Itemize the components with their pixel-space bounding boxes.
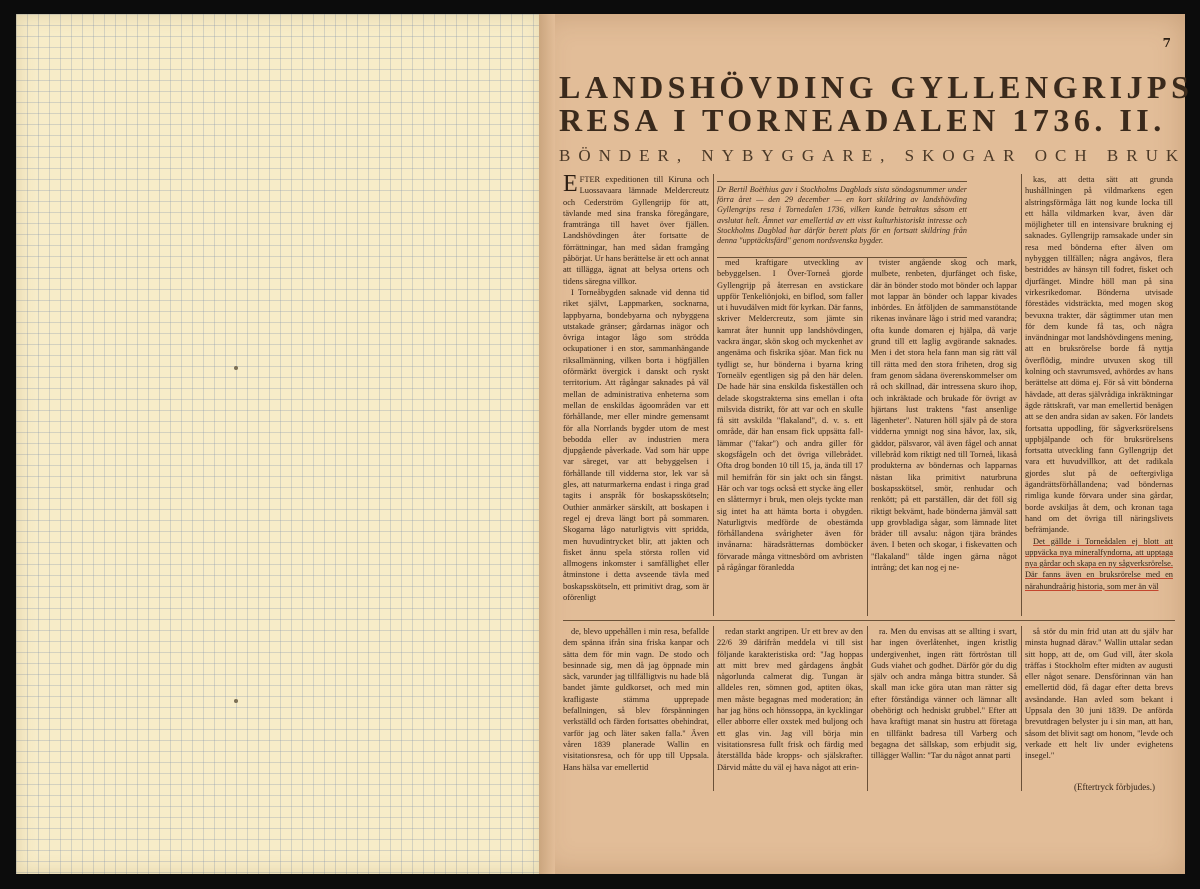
headline-line-1: LANDSHÖVDING GYLLENGRIJPS [559, 69, 1194, 105]
paragraph: I Torneåbygden saknade vid denna tid riket självt, Lappmarken, socknarna, lappbyarna, bondebyarna och nybyggena utstakade gränser; gårdarnas inägor och övriga intagor lågo som strödda ockupationer i en stor, sammanhängande riksallmänning, vilken borta i högfjällen oförmärkt övergick i danskt och ryskt territorium. Att rågångar saknades på väl mellan de administrativa enheterna som mellan de enskildas ägoområden var ett förhållande, mer eller mindre gemensamt för alla Norrlands bygder utom de mest bebodda eller av industrien mera djupgående påverkade. Vad som här uppe var säreget, var att bebyggelsen i förhållande till vidderna stor, lek var så gles, att naturmarkerna endast i ringa grad tagits i anspråk för boskapsskötseln; Outhier anmärker särskilt, att boskapen i regel ej dreva längt bort på sommaren. Skogarna lågo naturligtvis vitt spridda, men huvudintrycket blir, att jakten och fisket ännu spela största rollen vid allmogens inkomster i samfällighet eller åtminstone i detta avseende tävla med boskapsskötseln, ett primitivt drag, som är oförenligt [563, 287, 709, 602]
paragraph: ra. Men du envisas att se allting i svart, har ingen överlåtenhet, ingen kristlig undergivenhet, ingen rätt förtröstan till Guds viahet och godhet. Därför gör du dig själv och andra många bittra stunder. Så skall man icke göra utan man rätter sig efter förståndiga vänner och lämnar allt obehörigt och hedniskt grubbel." Efter att hava kraftigt manat sin hustru att företaga en tillfänkt badresa till Varberg och begagna det sällskap, som erbjudit sig, tillägger Wallin: "Tar du något annat parti [871, 627, 1017, 761]
newspaper-clipping [539, 14, 1194, 874]
paragraph: tvister angående skog och mark, mulbete, renbeten, djurfänget och fiske, där än bönder stodo mot bönder och lappar mot lappar än bönder och lappar kivades inbördes. En åtföljden de sammanstötande rikenas invånare lågo i strid med varandra; ofta kunde domaren ej hjälpa, då varje grund till ett laglig avgörande saknades. Men i det stora hela fann man sig rätt väl till rätta med den stora friheten, drog sig fram genom sådana överenskommelser om rå och skillnad, där intressena skuro ihop, och inkräktade och brukade för övrigt av hjärtans lust traktens "fast ansenlige lägenheter". Naturen höll själv på de stora vidderna ymnigt nog sina håvor, lax, sik, gäddor, pälsvaror, väl även fågel och annat villebråd kom riktigt ned till Torneå, likaså produkterna av böndernas och lapparnas nästan lika primitivt naturbruna boskapsskötsel, smör, renhudar och renkött; på ett parställen, där det föll sig riktigt bekvämt, hade bönderna jämväl satt upp grovbladiga sågar, som lämnade litet bräder till avsalu: någon tjära brändes även. I beten och skogar, i fiskevatten och "flakaland" tålde ingen gärna något intrång; det kan nog ej ne- [871, 258, 1017, 573]
column-2-bottom [717, 626, 863, 791]
column-4-top [1025, 174, 1173, 614]
paragraph: redan starkt angripen. Ur ett brev av den 22/6 39 därifrån meddela vi till sist följande karakteristiska ord: "Jag hoppas att mitt brev med gårdagens ångbåt någorlunda calmerat dig. Tungan är alldeles ren, sömnen god, aptiten ökas, men måste begagnas med moderation; än har jag höns och hönssoppa, än kycklingar eller abborre eller oxstek med buljong och ett glas vin. Jag vill börja min visitationsresa fullt frisk och färdig med återställda både kropps- och själskrafter. Därvid måtte du väl ej hava något att erin- [717, 627, 863, 772]
column-1-bottom [563, 626, 709, 791]
column-divider [1021, 626, 1022, 791]
punch-hole [234, 366, 238, 370]
reprint-notice: (Eftertryck förbjudes.) [1074, 782, 1155, 792]
column-3-bottom [871, 626, 1017, 791]
headline-line-2: RESA I TORNEADALEN 1736. II. [559, 102, 1166, 138]
drop-cap: E [563, 174, 578, 197]
paragraph-underlined: Det gällde i Torneådalen ej blott att uppväcka nya mineralfyndorna, att upptaga nya gårdar och skapa en ny sågverksrörelse. Där fanns även en bruksrörelse med en närahundraårig historia, som mer än väl [1025, 536, 1173, 591]
paragraph: med kraftigare utveckling av bebyggelsen. I Över-Torneå gjorde Gyllengrijp på återresan en avstickare uppför Tenkeliönjoki, en biflod, som faller ut i huvudälven midt för kyrkan. Där fanns, skriver Meldercreutz, som jämte sin kamrat åter hunnit upp landshövdingen, vackra ängar, skön skog och myckenhet av angenäma och fiskrika sjöar. Man fick nu tydligt se, hur bönderna i byarna kring Torneälv egentligen sig på den här delen. De hade här sina enskilda fiskeställen och delade skogstrakterna sins emellan i ofta milsvida distrikt, för att var och en skulle få sitt avskilda "flakaland", d. v. s. ett område, där han ensam fick uppsätta fall-lämmar ("fakar") och andra giller för skogsfågeln och det övriga villebrådet. Ofta drog bonden 10 till 15, ja, ända till 17 mil hemifrån för sin jakt och sin fångst. Här och var togs också ett stycke äng eller en slåttermyr i bruk, men olejs tyckte man sig intet ha att hämta borta i obygden. Naturligtvis medförde de obestämda förhållandena svårigheter även för invånarna: häradsrätternas domböcker förvarade många vittnesbörd om avbristen på rågångar föranledda [717, 258, 863, 573]
column-1-top [563, 174, 709, 614]
column-3-top [871, 257, 1017, 614]
paragraph: så stör du min frid utan att du själv har minsta hugnad därav." Wallin uttalar sedan sitt hopp, att de, om Gud vill, åter skola träffas i Stockholm efter midten av augusti eller något senare. Densförinnan vän han emellertid död, få dagar efter detta brevs avsändande. Han avled som bekant i Uppsala den 30 juni 1839. De anförda brevutdragen belyster ju i sin man, att han, såsom det blivit sagt om honom, "levde och verkade ett helt liv under evighetens insegel." [1025, 627, 1173, 761]
column-2-top [717, 257, 863, 614]
blank-grid-sheet [16, 14, 543, 874]
column-divider [867, 626, 868, 791]
column-divider [867, 257, 868, 616]
page-number: 7 [1162, 36, 1171, 50]
paragraph [1025, 536, 1173, 592]
paragraph: kas, att detta sätt att grunda hushållningen på vildmarkens egen alstringsförmåga lätt nog kunde locka till ett hålla vildmarken kvar, även där möjligheter till en intensivare brukning ej saknades. Gyllengrijp ramsakade under sin resa med bönderna efter älven om nybyggen tillfällen; några angåvos, flera bestriddes av hänsyn till fodret, fisket och djurfänget. Mindre höll man på sina virkesrikedomar. Bönderna utvisade förestädes vidsträckta, med mogen skog bevuxna trakter, där sågtimmer utan men för dem kunde få tas, och några invändningar mot landshövdingens mening, att en bruksrörelse borde få nyttja överflödig, mindre utvuxen skog till kolning och stavrumsved, avhördes av hans berättelse att döma ej. För så vitt bönderna hävdade, att deras självrådiga inkräktningar ägde rättskraft, var man emellertid benägen att se den andra sidan av saken. För landets fortsatta uppodling, för sågverksrörelsens uppbjälpande och för bruksrörelsens fortsatta utveckling fann Gyllengrijp det vara ett huvudvillkor, att det radikala gjordes slut på de oeftergivliga ägandrättsförhållandena; vad böndernas rimliga kunde förvara under sina gårdar, borde avskiljas åt dem, och kronan taga hand om det övriga till näringslivets befrämjande. [1025, 175, 1173, 535]
punch-hole [234, 699, 238, 703]
column-divider [713, 174, 714, 616]
column-divider [1021, 174, 1022, 616]
intro-box: Dr Bertil Boëthius gav i Stockholms Dagblads sista söndagsnummer under förra året — den 29 december — en kort skildring av landshövding Gyllengrips resa i Tornedalen 1736, vilken kunde betraktas såsom ett avslutat helt. Ämnet var emellertid av ett visst kulturhistoriskt intresse och Stockholms Dagblad har därför berett plats för en fortsatt skildring från denna "upptäcktsfärd" genom nordsvenska bygder. [717, 181, 967, 258]
paragraph: de, blevo uppehållen i min resa, befallde dem spänna ifrån sina friska kanpar och sätta dem för min vagn. De stodo och besinnade sig, men då jag öppnade min säck, varunder jag tillfälligtvis nu hade blå bandet jämte guldkorset, och med min krafligaste stämma upprepade befallningen, så blev förspänningen verkställd och färden fortsattes obehindrat, varför jag och läter saken falla." Även våren 1839 planerade Wallin en visitationsresa, och för upp till Uppsala. Hans hälsa var emellertid [563, 627, 709, 772]
column-4-bottom [1025, 626, 1173, 778]
paragraph: FTER expeditionen till Kiruna och Luossavaara lämnade Meldercreutz och Cederström Gyllengrijp för att, tävlande med sina franska föregångare, framtränga till havet över fjällen. Landshövdingen åter fortsatte de förrättningar, han med sådan framgång påbörjat. Ur hans berättelse är ett och annat att tillägga, ägnat att belysa ortens och tidens säregna villkor. [563, 175, 709, 286]
section-divider [563, 620, 1175, 621]
column-divider [713, 626, 714, 791]
subheadline: BÖNDER, NYBYGGARE, SKOGAR OCH BRUK [559, 146, 1187, 165]
